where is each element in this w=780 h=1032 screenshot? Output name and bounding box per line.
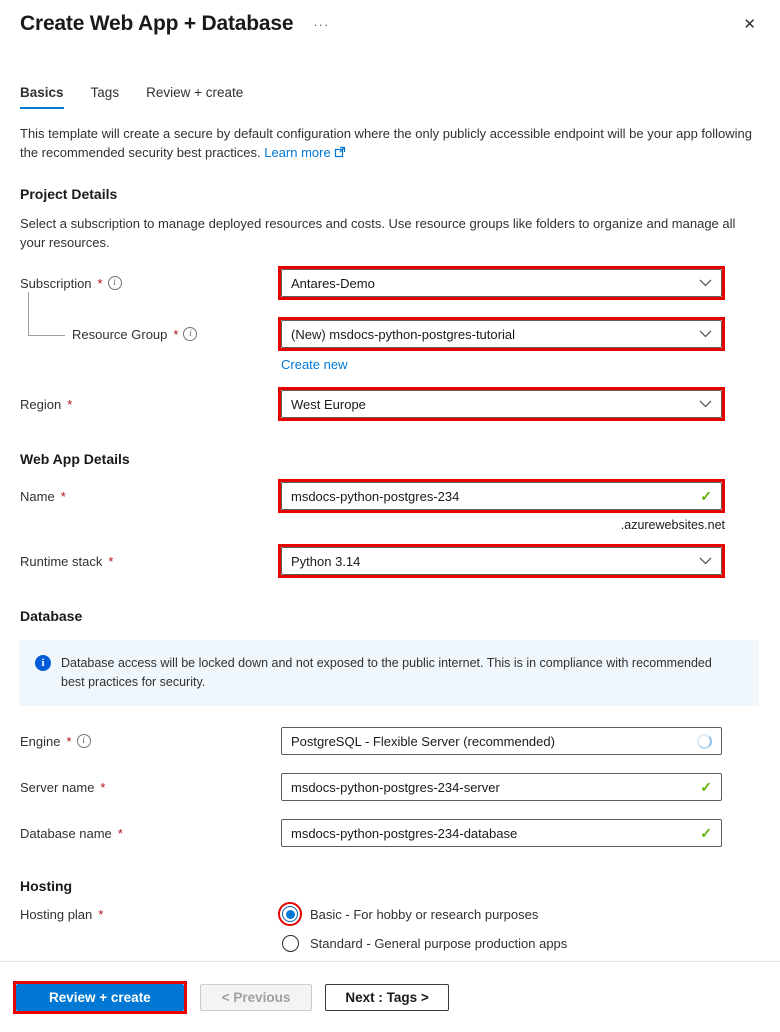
wizard-footer	[0, 961, 780, 1032]
review-create-annotation-box	[13, 981, 187, 1014]
name-value: msdocs-python-postgres-234	[291, 488, 460, 504]
hosting-plan-options	[278, 902, 567, 952]
runtime-stack-value: Python 3.14	[291, 553, 361, 569]
resource-group-value: (New) msdocs-python-postgres-tutorial	[291, 326, 515, 342]
required-marker: *	[117, 825, 123, 841]
project-details-heading: Project Details	[20, 186, 118, 202]
learn-more-link[interactable]: Learn more	[264, 145, 331, 160]
hierarchy-connector-line	[28, 292, 65, 336]
external-link-icon	[334, 146, 346, 158]
server-name-control	[278, 770, 725, 804]
resource-group-annotation-box	[278, 317, 725, 351]
engine-label: Engine * i	[20, 734, 278, 749]
hosting-plan-option-label: Basic - For hobby or research purposes	[310, 906, 539, 922]
valid-check-icon: ✓	[700, 824, 712, 841]
pane-header	[20, 0, 760, 36]
runtime-stack-annotation-box	[278, 544, 725, 578]
valid-check-icon: ✓	[700, 487, 712, 504]
subscription-label: Subscription * i	[20, 276, 278, 291]
intro-body: This template will create a secure by default configuration where the only publicly accessible endpoint will be your app following the recommended security best practices.	[20, 126, 753, 160]
server-name-value: msdocs-python-postgres-234-server	[291, 779, 500, 795]
close-icon[interactable]: ✕	[743, 16, 756, 33]
previous-button[interactable]: < Previous	[200, 984, 313, 1011]
required-marker: *	[173, 326, 179, 342]
domain-suffix: .azurewebsites.net	[620, 518, 725, 532]
page-title: Create Web App + Database	[20, 12, 294, 35]
web-app-details-heading: Web App Details	[20, 451, 130, 467]
required-marker: *	[108, 553, 114, 569]
review-create-button[interactable]: Review + create	[16, 984, 184, 1011]
radio-selected-icon[interactable]	[282, 906, 298, 922]
required-marker: *	[66, 733, 72, 749]
chevron-down-icon	[699, 330, 712, 338]
database-info-text: Database access will be locked down and not exposed to the public internet. This is in compliance with recommended best practices for security.	[61, 656, 712, 689]
subscription-annotation-box	[278, 266, 725, 300]
hosting-plan-row	[20, 902, 760, 952]
region-label: Region *	[20, 396, 73, 412]
subscription-value: Antares-Demo	[291, 275, 375, 291]
hosting-heading: Hosting	[20, 878, 73, 894]
region-value: West Europe	[291, 396, 366, 412]
database-name-input[interactable]	[281, 819, 722, 847]
subscription-row	[20, 266, 760, 300]
region-row	[20, 387, 760, 421]
name-annotation-box	[278, 479, 725, 513]
database-info-banner	[19, 640, 759, 706]
database-name-label: Database name *	[20, 825, 123, 841]
runtime-stack-row	[20, 544, 760, 578]
name-row	[20, 479, 760, 513]
wizard-tabs	[20, 85, 760, 109]
radio-unselected-icon[interactable]	[282, 935, 299, 952]
more-icon[interactable]: ···	[313, 16, 330, 32]
region-dropdown[interactable]	[281, 390, 722, 418]
info-icon[interactable]: i	[183, 327, 197, 341]
engine-field[interactable]	[281, 727, 722, 755]
info-filled-icon: i	[35, 655, 51, 671]
runtime-stack-label: Runtime stack *	[20, 553, 114, 569]
engine-row	[20, 724, 760, 758]
info-icon[interactable]: i	[77, 734, 91, 748]
resource-group-label: Resource Group * i	[20, 327, 278, 342]
subscription-dropdown[interactable]	[281, 269, 722, 297]
valid-check-icon: ✓	[700, 778, 712, 795]
runtime-stack-dropdown[interactable]	[281, 547, 722, 575]
required-marker: *	[67, 396, 73, 412]
create-new-link[interactable]: Create new	[281, 357, 348, 372]
engine-value: PostgreSQL - Flexible Server (recommended)	[291, 733, 555, 749]
chevron-down-icon	[699, 400, 712, 408]
database-name-value: msdocs-python-postgres-234-database	[291, 825, 518, 841]
hosting-plan-option-standard[interactable]	[278, 935, 567, 952]
info-icon[interactable]: i	[108, 276, 122, 290]
loading-spinner-icon	[697, 734, 712, 749]
database-name-row	[20, 816, 760, 850]
required-marker: *	[97, 275, 103, 291]
radio-annotation-ring	[278, 902, 302, 926]
required-marker: *	[60, 488, 66, 504]
server-name-input[interactable]	[281, 773, 722, 801]
required-marker: *	[100, 779, 106, 795]
resource-group-dropdown[interactable]	[281, 320, 722, 348]
database-heading: Database	[20, 608, 83, 624]
database-name-control	[278, 816, 725, 850]
tab-review-create[interactable]: Review + create	[146, 85, 244, 100]
name-label: Name *	[20, 488, 66, 504]
tab-tags[interactable]: Tags	[90, 85, 120, 100]
hosting-plan-label: Hosting plan *	[20, 907, 104, 922]
hosting-plan-option-label: Standard - General purpose production apps	[310, 936, 568, 951]
tab-basics[interactable]: Basics	[20, 85, 64, 109]
hosting-plan-option-basic[interactable]	[278, 902, 567, 926]
engine-control	[278, 724, 725, 758]
chevron-down-icon	[699, 557, 712, 565]
next-tags-button[interactable]: Next : Tags >	[325, 984, 448, 1011]
server-name-label: Server name *	[20, 779, 106, 795]
intro-text	[20, 124, 752, 162]
required-marker: *	[98, 907, 104, 922]
resource-group-row	[20, 317, 760, 351]
chevron-down-icon	[699, 279, 712, 287]
project-details-description: Select a subscription to manage deployed resources and costs. Use resource groups like folders to organize and manage all your resources.	[20, 216, 736, 250]
name-input[interactable]	[281, 482, 722, 510]
region-annotation-box	[278, 387, 725, 421]
server-name-row	[20, 770, 760, 804]
